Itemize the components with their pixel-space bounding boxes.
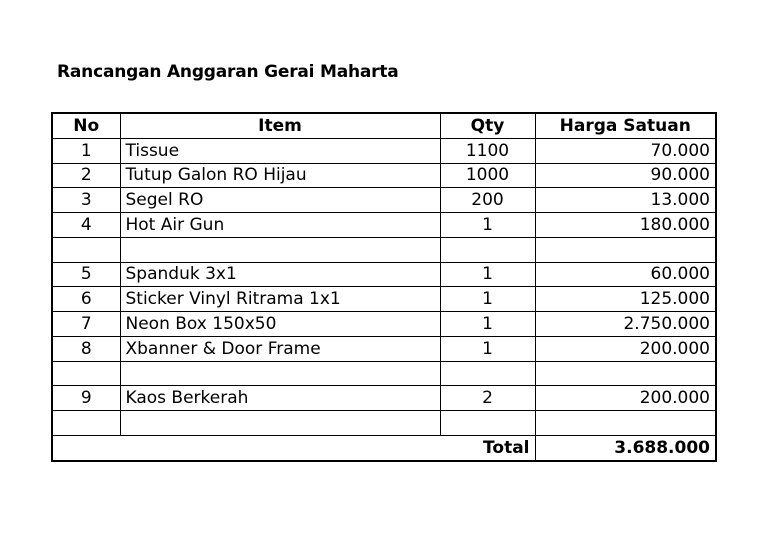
total-row bbox=[52, 435, 716, 460]
cell-item bbox=[120, 237, 440, 262]
total-label: Total bbox=[52, 435, 535, 460]
header-qty: Qty bbox=[440, 113, 535, 138]
cell-price bbox=[535, 411, 716, 436]
cell-qty: 1 bbox=[440, 262, 535, 287]
cell-item: Tutup Galon RO Hijau bbox=[120, 163, 440, 188]
cell-qty: 1 bbox=[440, 312, 535, 337]
cell-qty: 1 bbox=[440, 287, 535, 312]
cell-no: 5 bbox=[52, 262, 120, 287]
cell-qty: 200 bbox=[440, 188, 535, 213]
cell-qty: 1 bbox=[440, 336, 535, 361]
table-row bbox=[52, 188, 716, 213]
budget-table bbox=[51, 112, 717, 462]
table-row bbox=[52, 386, 716, 411]
document-title: Rancangan Anggaran Gerai Maharta bbox=[57, 62, 399, 82]
cell-item: Segel RO bbox=[120, 188, 440, 213]
cell-no bbox=[52, 361, 120, 386]
cell-price: 2.750.000 bbox=[535, 312, 716, 337]
header-item: Item bbox=[120, 113, 440, 138]
cell-item: Hot Air Gun bbox=[120, 213, 440, 238]
cell-price bbox=[535, 237, 716, 262]
table-row bbox=[52, 213, 716, 238]
cell-qty: 2 bbox=[440, 386, 535, 411]
table-row bbox=[52, 336, 716, 361]
cell-no: 2 bbox=[52, 163, 120, 188]
table-row bbox=[52, 287, 716, 312]
cell-price: 200.000 bbox=[535, 336, 716, 361]
cell-no: 6 bbox=[52, 287, 120, 312]
cell-qty bbox=[440, 361, 535, 386]
table-row bbox=[52, 312, 716, 337]
total-value: 3.688.000 bbox=[535, 435, 716, 460]
header-no: No bbox=[52, 113, 120, 138]
cell-price: 200.000 bbox=[535, 386, 716, 411]
header-price: Harga Satuan bbox=[535, 113, 716, 138]
table-row bbox=[52, 163, 716, 188]
table-header-row bbox=[52, 113, 716, 138]
cell-no: 3 bbox=[52, 188, 120, 213]
table-row-empty bbox=[52, 237, 716, 262]
cell-no: 8 bbox=[52, 336, 120, 361]
cell-no bbox=[52, 411, 120, 436]
cell-item: Tissue bbox=[120, 138, 440, 163]
cell-no: 4 bbox=[52, 213, 120, 238]
cell-qty bbox=[440, 411, 535, 436]
cell-price bbox=[535, 361, 716, 386]
cell-price: 60.000 bbox=[535, 262, 716, 287]
cell-no: 1 bbox=[52, 138, 120, 163]
cell-qty: 1 bbox=[440, 213, 535, 238]
cell-price: 90.000 bbox=[535, 163, 716, 188]
cell-no bbox=[52, 237, 120, 262]
cell-item: Sticker Vinyl Ritrama 1x1 bbox=[120, 287, 440, 312]
table-row-empty bbox=[52, 361, 716, 386]
cell-price: 125.000 bbox=[535, 287, 716, 312]
table-row bbox=[52, 262, 716, 287]
cell-no: 9 bbox=[52, 386, 120, 411]
table-row bbox=[52, 138, 716, 163]
table-row-empty bbox=[52, 411, 716, 436]
cell-item bbox=[120, 411, 440, 436]
cell-item: Kaos Berkerah bbox=[120, 386, 440, 411]
cell-qty: 1100 bbox=[440, 138, 535, 163]
cell-item: Xbanner & Door Frame bbox=[120, 336, 440, 361]
cell-price: 70.000 bbox=[535, 138, 716, 163]
cell-item bbox=[120, 361, 440, 386]
cell-qty bbox=[440, 237, 535, 262]
cell-price: 180.000 bbox=[535, 213, 716, 238]
cell-item: Spanduk 3x1 bbox=[120, 262, 440, 287]
cell-price: 13.000 bbox=[535, 188, 716, 213]
cell-qty: 1000 bbox=[440, 163, 535, 188]
cell-item: Neon Box 150x50 bbox=[120, 312, 440, 337]
cell-no: 7 bbox=[52, 312, 120, 337]
